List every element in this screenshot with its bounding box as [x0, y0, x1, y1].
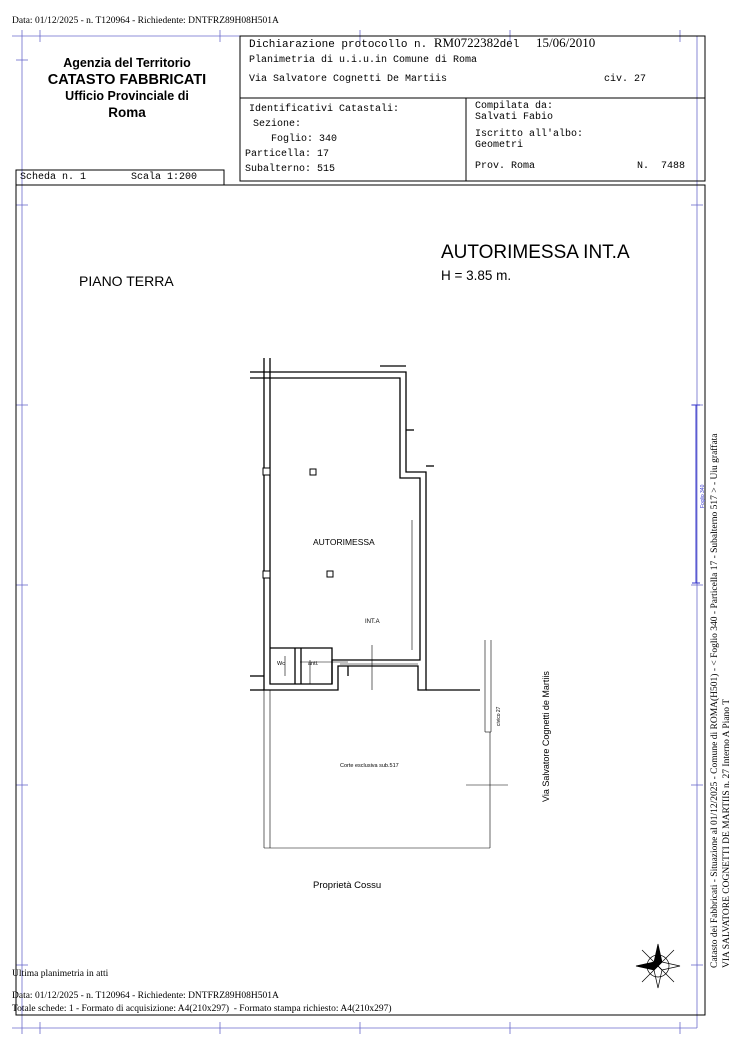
civic-small-label: civico 27: [496, 706, 502, 726]
street-side-label: Via Salvatore Cognetti de Martiis: [541, 671, 551, 802]
declaration-line: [249, 35, 595, 51]
subalterno-field: Subalterno: 515: [245, 164, 336, 175]
side-caption-line2: VIA SALVATORE COGNETTI DE MARTIIS n. 27 Interno A Piano T: [722, 698, 732, 968]
del-label: del: [499, 39, 520, 51]
street-line: Via Salvatore Cognetti De Martiis: [249, 74, 448, 85]
pillars: [263, 468, 333, 578]
office-label: Ufficio Provinciale di: [65, 89, 189, 103]
protocol-number: RM0722382: [433, 35, 500, 50]
planimetria-line: Planimetria di u.i.u.in Comune di Roma: [249, 55, 478, 66]
courtyard-label: Corte esclusiva sub.517: [340, 763, 399, 769]
compiler-label: Compilata da:: [475, 101, 554, 112]
office-city: Roma: [108, 105, 146, 120]
foglio-field: Foglio: 340: [271, 134, 338, 145]
register-number: N. 7488: [637, 161, 686, 172]
civic-number: civ. 27: [604, 74, 647, 85]
garage-walls: [250, 358, 480, 690]
interior-label: INT.A: [365, 619, 380, 625]
room-label: AUTORIMESSA: [313, 537, 375, 547]
side-caption-line1: Catasto dei Fabbricati - Situazione al 01/12/2025 - Comune di ROMA(H501) - < Foglio 340 - Particella 17 - Subalterno 517 > - Uiu graffata: [710, 433, 720, 968]
compass-rose-icon: [636, 944, 680, 988]
agency-block: [44, 56, 210, 121]
compiler-block: [475, 101, 583, 151]
catasto-title: CATASTO FABBRICATI: [47, 72, 207, 88]
declaration-prefix: Dichiarazione protocollo n.: [249, 39, 428, 51]
agency-name: Agenzia del Territorio: [63, 56, 191, 70]
unit-title: AUTORIMESSA INT.A: [441, 242, 630, 263]
compiler-name: Salvati Fabio: [475, 112, 554, 123]
wc-label: Wc: [277, 661, 285, 667]
register-value: Geometri: [475, 140, 524, 151]
footer-totals-line: Totale schede: 1 - Formato di acquisizione: A4(210x297) - Formato stampa richiesto: A4(210x297): [12, 1004, 392, 1014]
side-dimension: [692, 405, 700, 583]
floor-label: PIANO TERRA: [79, 273, 174, 289]
province-label: Prov. Roma: [475, 161, 536, 172]
antibagno-label: anti.: [308, 661, 319, 667]
sezione-field: Sezione:: [253, 119, 302, 130]
particella-field: Particella: 17: [245, 149, 330, 160]
scale-label: Scala 1:200: [131, 172, 198, 183]
declaration-date: 15/06/2010: [536, 35, 596, 50]
identifiers-block: [245, 102, 400, 177]
neighbor-label: Proprietà Cossu: [313, 880, 382, 891]
request-header: Data: 01/12/2025 - n. T120964 - Richiedente: DNTFRZ89H08H501A: [12, 16, 279, 26]
unit-height: H = 3.85 m.: [441, 268, 512, 283]
register-label: Iscritto all'albo:: [475, 129, 584, 140]
footer-request-line: Data: 01/12/2025 - n. T120964 - Richiedente: DNTFRZ89H08H501A: [12, 991, 279, 1001]
identifiers-title: Identificativi Catastali:: [249, 104, 400, 115]
last-plan-note: Ultima planimetria in atti: [12, 969, 109, 979]
stamp-label: Foglio 340: [700, 484, 706, 508]
sheet-number: Scheda n. 1: [20, 172, 87, 183]
